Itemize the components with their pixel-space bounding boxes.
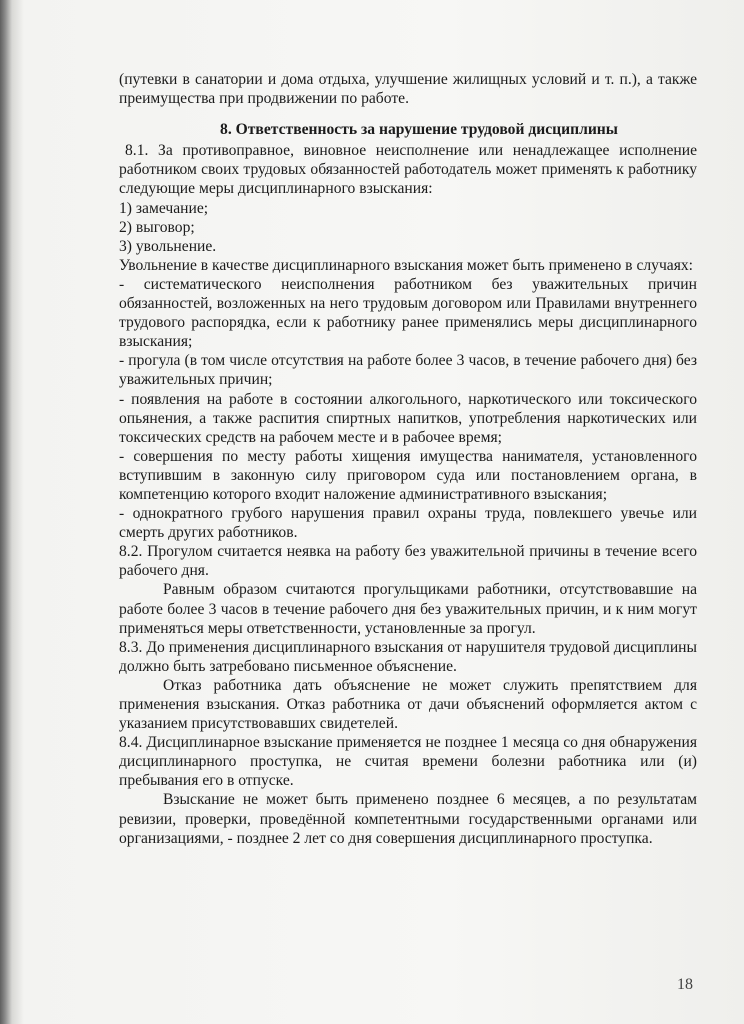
case-intoxication: - появления на работе в состоянии алкогольного, наркотического или токсического опьянения, а также распития спиртных напитков, употребления наркотических или токсических средств на рабочем месте и в рабочее время; bbox=[119, 390, 697, 446]
paragraph-time-limit: Взыскание не может быть применено позднее 6 месяцев, а по результатам ревизии, проверки, проведённой компетентными государственными органами или организациями, - позднее 2 лет со дня совершения дисциплинарного проступка. bbox=[119, 791, 697, 847]
list-item-remark: 1) замечание; bbox=[119, 199, 209, 217]
list-item-reprimand: 2) выговор; bbox=[119, 218, 195, 236]
case-systematic-failure: - систематического неисполнения работником без уважительных причин обязанностей, возложенных на него трудовым договором или Правилами внутреннего трудового распорядка, если к работнику ранее применялись меры дисциплинарного взыскания; bbox=[119, 275, 697, 351]
case-theft: - совершения по месту работы хищения имущества нанимателя, установленного вступившим в законную силу приговором суда или постановлением органа, в компетенцию которого входит наложение административного взыскания; bbox=[119, 447, 697, 503]
section-heading: 8. Ответственность за нарушение трудовой дисциплины bbox=[220, 121, 618, 139]
paragraph-dismissal-cases: Увольнение в качестве дисциплинарного взыскания может быть применено в случаях: bbox=[119, 256, 694, 274]
paragraph-8-2: 8.2. Прогулом считается неявка на работу без уважительной причины в течение всего рабочего дня. bbox=[119, 543, 697, 580]
paragraph-8-1: 8.1. За противоправное, виновное неисполнение или ненадлежащее исполнение работником своих трудовых обязанностей работодатель может применять к работнику следующие меры дисциплинарного взыскания: bbox=[119, 142, 697, 198]
paragraph-8-4: 8.4. Дисциплинарное взыскание применяется не позднее 1 месяца со дня обнаружения дисциплинарного проступка, не считая времени болезни работника или (и) пребывания его в отпуске. bbox=[119, 734, 697, 790]
case-absenteeism: - прогула (в том числе отсутствия на работе более 3 часов, в течение рабочего дня) без уважительных причин; bbox=[119, 352, 697, 389]
paragraph-refusal: Отказ работника дать объяснение не может служить препятствием для применения взыскания. Отказ работника от дачи объяснений оформляется актом с указанием присутствовавших свидетелей. bbox=[119, 676, 697, 733]
paragraph-truants: Равным образом считаются прогульщиками работники, отсутствовавшие на работе более 3 часов в течение рабочего дня без уважительных причин, и к ним могут применяться меры ответственности, установленные за прогул. bbox=[119, 581, 697, 637]
paragraph-intro-continued: (путевки в санатории и дома отдыха, улучшение жилищных условий и т. п.), а также преимущества при продвижении по работе. bbox=[119, 71, 697, 108]
page-content bbox=[119, 70, 697, 848]
list-item-dismissal: 3) увольнение. bbox=[119, 237, 217, 255]
case-safety-violation: - однократного грубого нарушения правил охраны труда, повлекшего увечье или смерть других работников. bbox=[119, 505, 697, 542]
page-number: 18 bbox=[677, 976, 693, 993]
paragraph-8-3: 8.3. До применения дисциплинарного взыскания от нарушителя трудовой дисциплины должно быть затребовано письменное объяснение. bbox=[119, 638, 697, 675]
